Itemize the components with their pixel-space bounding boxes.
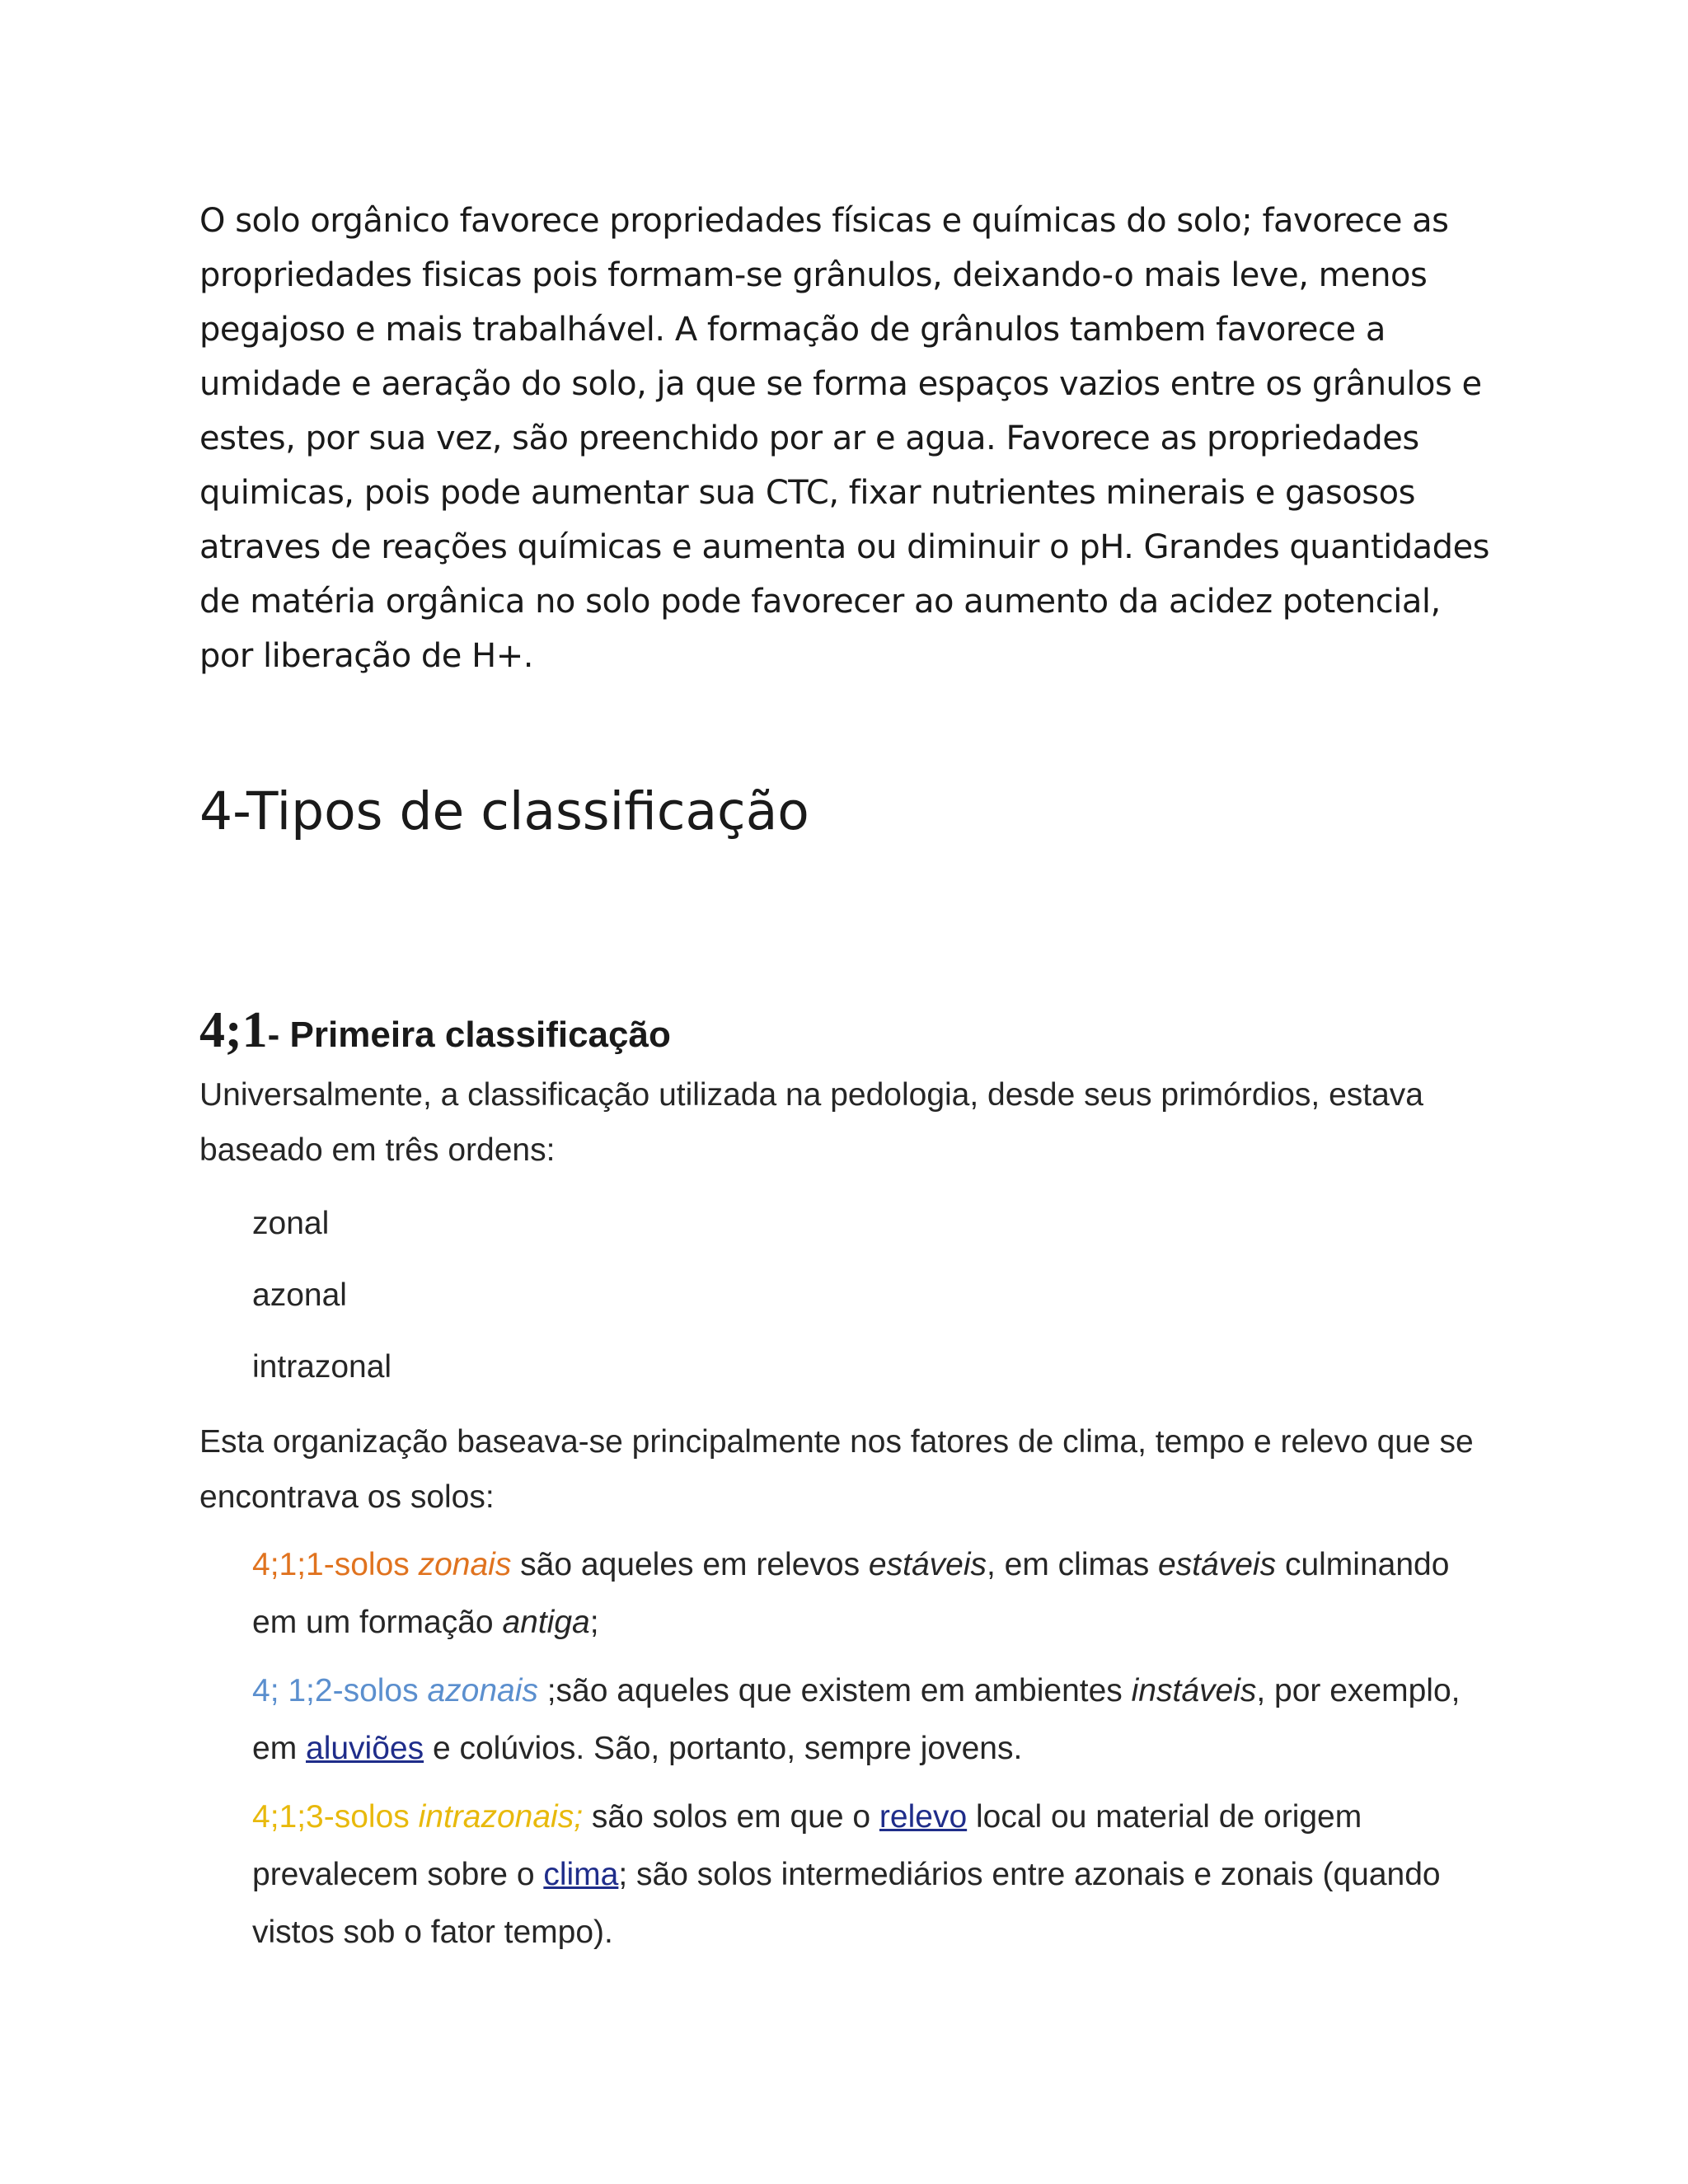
soil-type-zonal: 4;1;1-solos zonais são aqueles em relevos estáveis, em climas estáveis culminando em um formação antiga; xyxy=(252,1547,1450,1640)
soil-type-azonal: 4; 1;2-solos azonais ;são aqueles que existem em ambientes instáveis, por exemplo, em aluviões e colúvios. São, portanto, sempre jovens. xyxy=(252,1673,1461,1766)
soil-type-label: 4;1;3-solos intrazonais; xyxy=(252,1799,584,1835)
link-relevo[interactable]: relevo xyxy=(879,1799,968,1835)
orders-list xyxy=(252,1188,1493,1403)
subsection-body xyxy=(199,1067,1493,1972)
soil-type-label: 4;1;1-solos zonais xyxy=(252,1547,512,1582)
section-heading: 4-Tipos de classificação xyxy=(199,781,809,841)
soil-types-list xyxy=(252,1536,1493,1961)
paragraph-organization: Esta organização baseava-se principalmente nos fatores de clima, tempo e relevo que se encontrava os solos: xyxy=(199,1424,1474,1515)
link-aluvioes[interactable]: aluviões xyxy=(306,1731,424,1766)
list-item: zonal xyxy=(252,1206,330,1241)
document-page xyxy=(199,194,1493,1950)
paragraph-orders-intro: Universalmente, a classificação utilizada na pedologia, desde seus primórdios, estava baseado em três ordens: xyxy=(199,1077,1423,1168)
list-item: intrazonal xyxy=(252,1349,392,1385)
subsection-heading xyxy=(199,997,671,1074)
link-clima[interactable]: clima xyxy=(543,1857,619,1892)
subsection-number: 4;1 xyxy=(199,1002,268,1058)
soil-type-label: 4; 1;2-solos azonais xyxy=(252,1673,538,1708)
list-item: azonal xyxy=(252,1277,347,1313)
subsection-title: - Primeira classificação xyxy=(267,1015,671,1055)
soil-type-intrazonal: 4;1;3-solos intrazonais; são solos em que o relevo local ou material de origem prevalecem sobre o clima; são solos intermediários entre azonais e zonais (quando vistos sob o fator tempo). xyxy=(252,1799,1441,1950)
intro-paragraph: O solo orgânico favorece propriedades físicas e químicas do solo; favorece as propriedades fisicas pois formam-se grânulos, deixando-o mais leve, menos pegajoso e mais trabalhável. A formação de grânulos tambem favorece a umidade e aeração do solo, ja que se forma espaços vazios entre os grânulos e estes, por sua vez, são preenchido por ar e agua. Favorece as propriedades quimicas, pois pode aumentar sua CTC, fixar nutrientes minerais e gasosos atraves de reações químicas e aumenta ou diminuir o pH. Grandes quantidades de matéria orgânica no solo pode favorecer ao aumento da acidez potencial, por liberação de H+. xyxy=(199,202,1490,675)
